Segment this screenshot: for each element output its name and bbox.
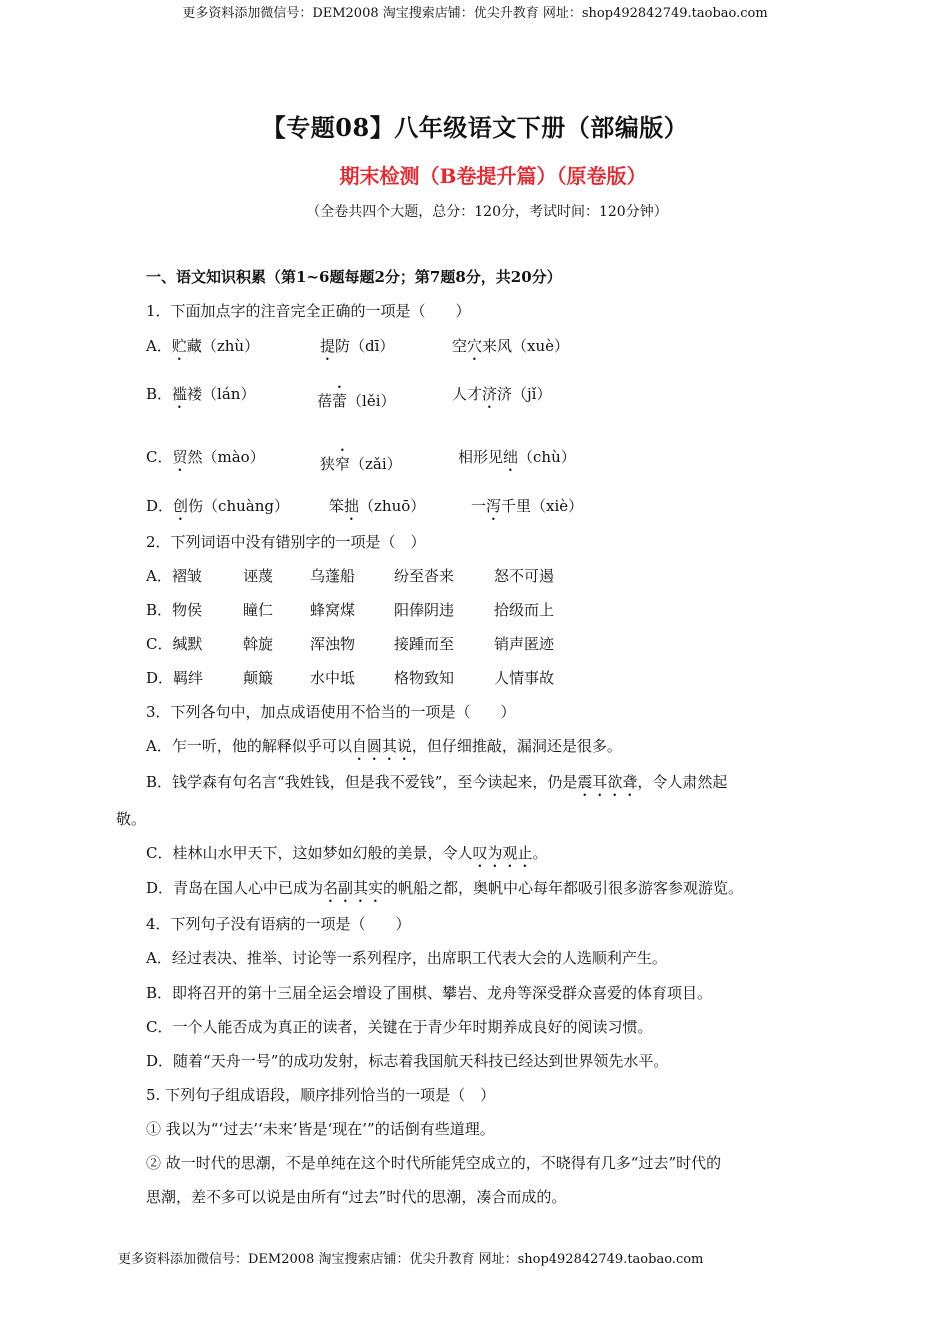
exam-note: （全卷共四个大题，总分：120分，考试时间：120分钟） bbox=[306, 204, 668, 220]
q1-option-c: C．贸然（mào） bbox=[146, 448, 265, 466]
q3-option-c: C．桂林山水甲天下，这如梦如幻般的美景，令人叹为观止。 bbox=[146, 844, 548, 862]
footer-banner: 更多资料添加微信号：DEM2008 淘宝搜索店铺：优尖升教育 网址：shop492842749.taobao.com bbox=[118, 1252, 704, 1267]
q5-sentence-2: ② 故一时代的思潮，不是单纯在这个时代所能凭空成立的，不晓得有几多“过去”时代的 bbox=[146, 1154, 722, 1172]
q1-option-c-item-3: 相形见绌（chù） bbox=[458, 448, 576, 466]
question-2-stem: 2．下列词语中没有错别字的一项是（ ） bbox=[146, 533, 426, 551]
question-3-stem: 3．下列各句中，加点成语使用不恰当的一项是（ ） bbox=[146, 703, 516, 721]
q4-option-a: A．经过表决、推举、讨论等一系列程序，出席职工代表大会的人选顺利产生。 bbox=[146, 949, 667, 967]
header-banner: 更多资料添加微信号：DEM2008 淘宝搜索店铺：优尖升教育 网址：shop492842749.taobao.com bbox=[182, 6, 768, 21]
q1-option-b-item-3: 人才济济（jǐ） bbox=[452, 385, 552, 403]
q1-option-a-item-2: 提防（dī） bbox=[320, 337, 395, 355]
q1-option-d-item-3: 一泻千里（xiè） bbox=[471, 497, 584, 515]
q3-option-b: B．钱学森有句名言“我姓钱，但是我不爱钱”，至今读起来，仍是震耳欲聋，令人肃然起 bbox=[146, 773, 728, 791]
document-page: 更多资料添加微信号：DEM2008 淘宝搜索店铺：优尖升教育 网址：shop492842749.taobao.com 【专题08】八年级语文下册（部编版） 期末检测（B卷提升篇）（原卷版） （全卷共四个大题，总分：120分，考试时间：120分钟） 一、语文知识积累（第1~6题每题2分；第7题8分，共20分） 1．下面加点字的注音完全正确的一项是（ ） A．贮藏（zhù） 提防（dī） 空穴来风（xuè） B．褴褛（lán） 蓓蕾（lěi） 人才济济（jǐ） C．贸然（mào） 狭窄（zǎi） 相形见绌（chù） D．创伤（chuàng） 笨拙（zhuō） 一泻千里（xiè） 2．下列词语中没有错别字的一项是（ ） A．褶皱 诬蔑 乌蓬船 纷至沓来 怒不可遏 B．物侯 瞳仁 蜂窝煤 阳俸阴违 拾级而上 C．缄默 斡旋 浑浊物 接踵而至 销声匿迹 D．羁绊 颠簸 水中坻 格物致知 人情事故 3．下列各句中，加点成语使用不恰当的一项是（ ） A．乍一听，他的解释似乎可以自圆其说，但仔细推敲，漏洞还是很多。 B．钱学森有句名言“我姓钱，但是我不爱钱”，至今读起来，仍是震耳欲聋，令人肃然起 敬。 C．桂林山水甲天下，这如梦如幻般的美景，令人叹为观止。 D．青岛在国人心中已成为名副其实的帆船之都，奥帆中心每年都吸引很多游客参观游览。 4．下列句子没有语病的一项是（ ） A．经过表决、推举、讨论等一系列程序，出席职工代表大会的人选顺利产生。 B．即将召开的第十三届全运会增设了围棋、攀岩、龙舟等深受群众喜爱的体育项目。 C．一个人能否成为真正的读者，关键在于青少年时期养成良好的阅读习惯。 D．随着“天舟一号”的成功发射，标志着我国航天科技已经达到世界领先水平。 5. 下列句子组成语段，顺序排列恰当的一项是（ ） ① 我以为“‘过去’‘未来’皆是‘现在’”的话倒有些道理。 ② 故一时代的思潮，不是单纯在这个时代所能凭空成立的，不晓得有几多“过去”时代的 思潮，差不多可以说是由所有“过去”时代的思潮，凑合而成的。 更多资料添加微信号：DEM2008 淘宝搜索店铺：优尖升教育 网址：shop492842749.taobao.com bbox=[0, 0, 950, 1344]
q3-option-b-continued: 敬。 bbox=[116, 810, 147, 828]
q1-option-b: B．褴褛（lán） bbox=[146, 385, 256, 403]
q1-option-a: A．贮藏（zhù） bbox=[146, 337, 260, 355]
q1-option-d-item-2: 笨拙（zhuō） bbox=[329, 497, 426, 515]
q4-option-c: C．一个人能否成为真正的读者，关键在于青少年时期养成良好的阅读习惯。 bbox=[146, 1018, 653, 1036]
q5-sentence-2-continued: 思潮，差不多可以说是由所有“过去”时代的思潮，凑合而成的。 bbox=[146, 1188, 567, 1206]
question-4-stem: 4．下列句子没有语病的一项是（ ） bbox=[146, 915, 411, 933]
q1-option-a-item-3: 空穴来风（xuè） bbox=[452, 337, 570, 355]
q3-option-d: D．青岛在国人心中已成为名副其实的帆船之都，奥帆中心每年都吸引很多游客参观游览。 bbox=[146, 879, 744, 897]
question-1-stem: 1．下面加点字的注音完全正确的一项是（ ） bbox=[146, 302, 471, 320]
q1-option-d: D．创伤（chuàng） bbox=[146, 497, 289, 515]
q4-option-b: B．即将召开的第十三届全运会增设了围棋、攀岩、龙舟等深受群众喜爱的体育项目。 bbox=[146, 984, 713, 1002]
page-title: 【专题08】八年级语文下册（部编版） bbox=[261, 113, 689, 142]
q1-option-b-item-2: 蓓蕾（lěi） bbox=[317, 392, 396, 410]
q5-sentence-1: ① 我以为“‘过去’‘未来’皆是‘现在’”的话倒有些道理。 bbox=[146, 1120, 495, 1138]
question-5-stem: 5. 下列句子组成语段，顺序排列恰当的一项是（ ） bbox=[146, 1086, 496, 1104]
section-heading: 一、语文知识积累（第1~6题每题2分；第7题8分，共20分） bbox=[146, 268, 562, 286]
q4-option-d: D．随着“天舟一号”的成功发射，标志着我国航天科技已经达到世界领先水平。 bbox=[146, 1052, 669, 1070]
page-subtitle: 期末检测（B卷提升篇）（原卷版） bbox=[339, 164, 647, 188]
q3-option-a: A．乍一听，他的解释似乎可以自圆其说，但仔细推敲，漏洞还是很多。 bbox=[146, 737, 622, 755]
q1-option-c-item-2: 狭窄（zǎi） bbox=[320, 455, 402, 473]
